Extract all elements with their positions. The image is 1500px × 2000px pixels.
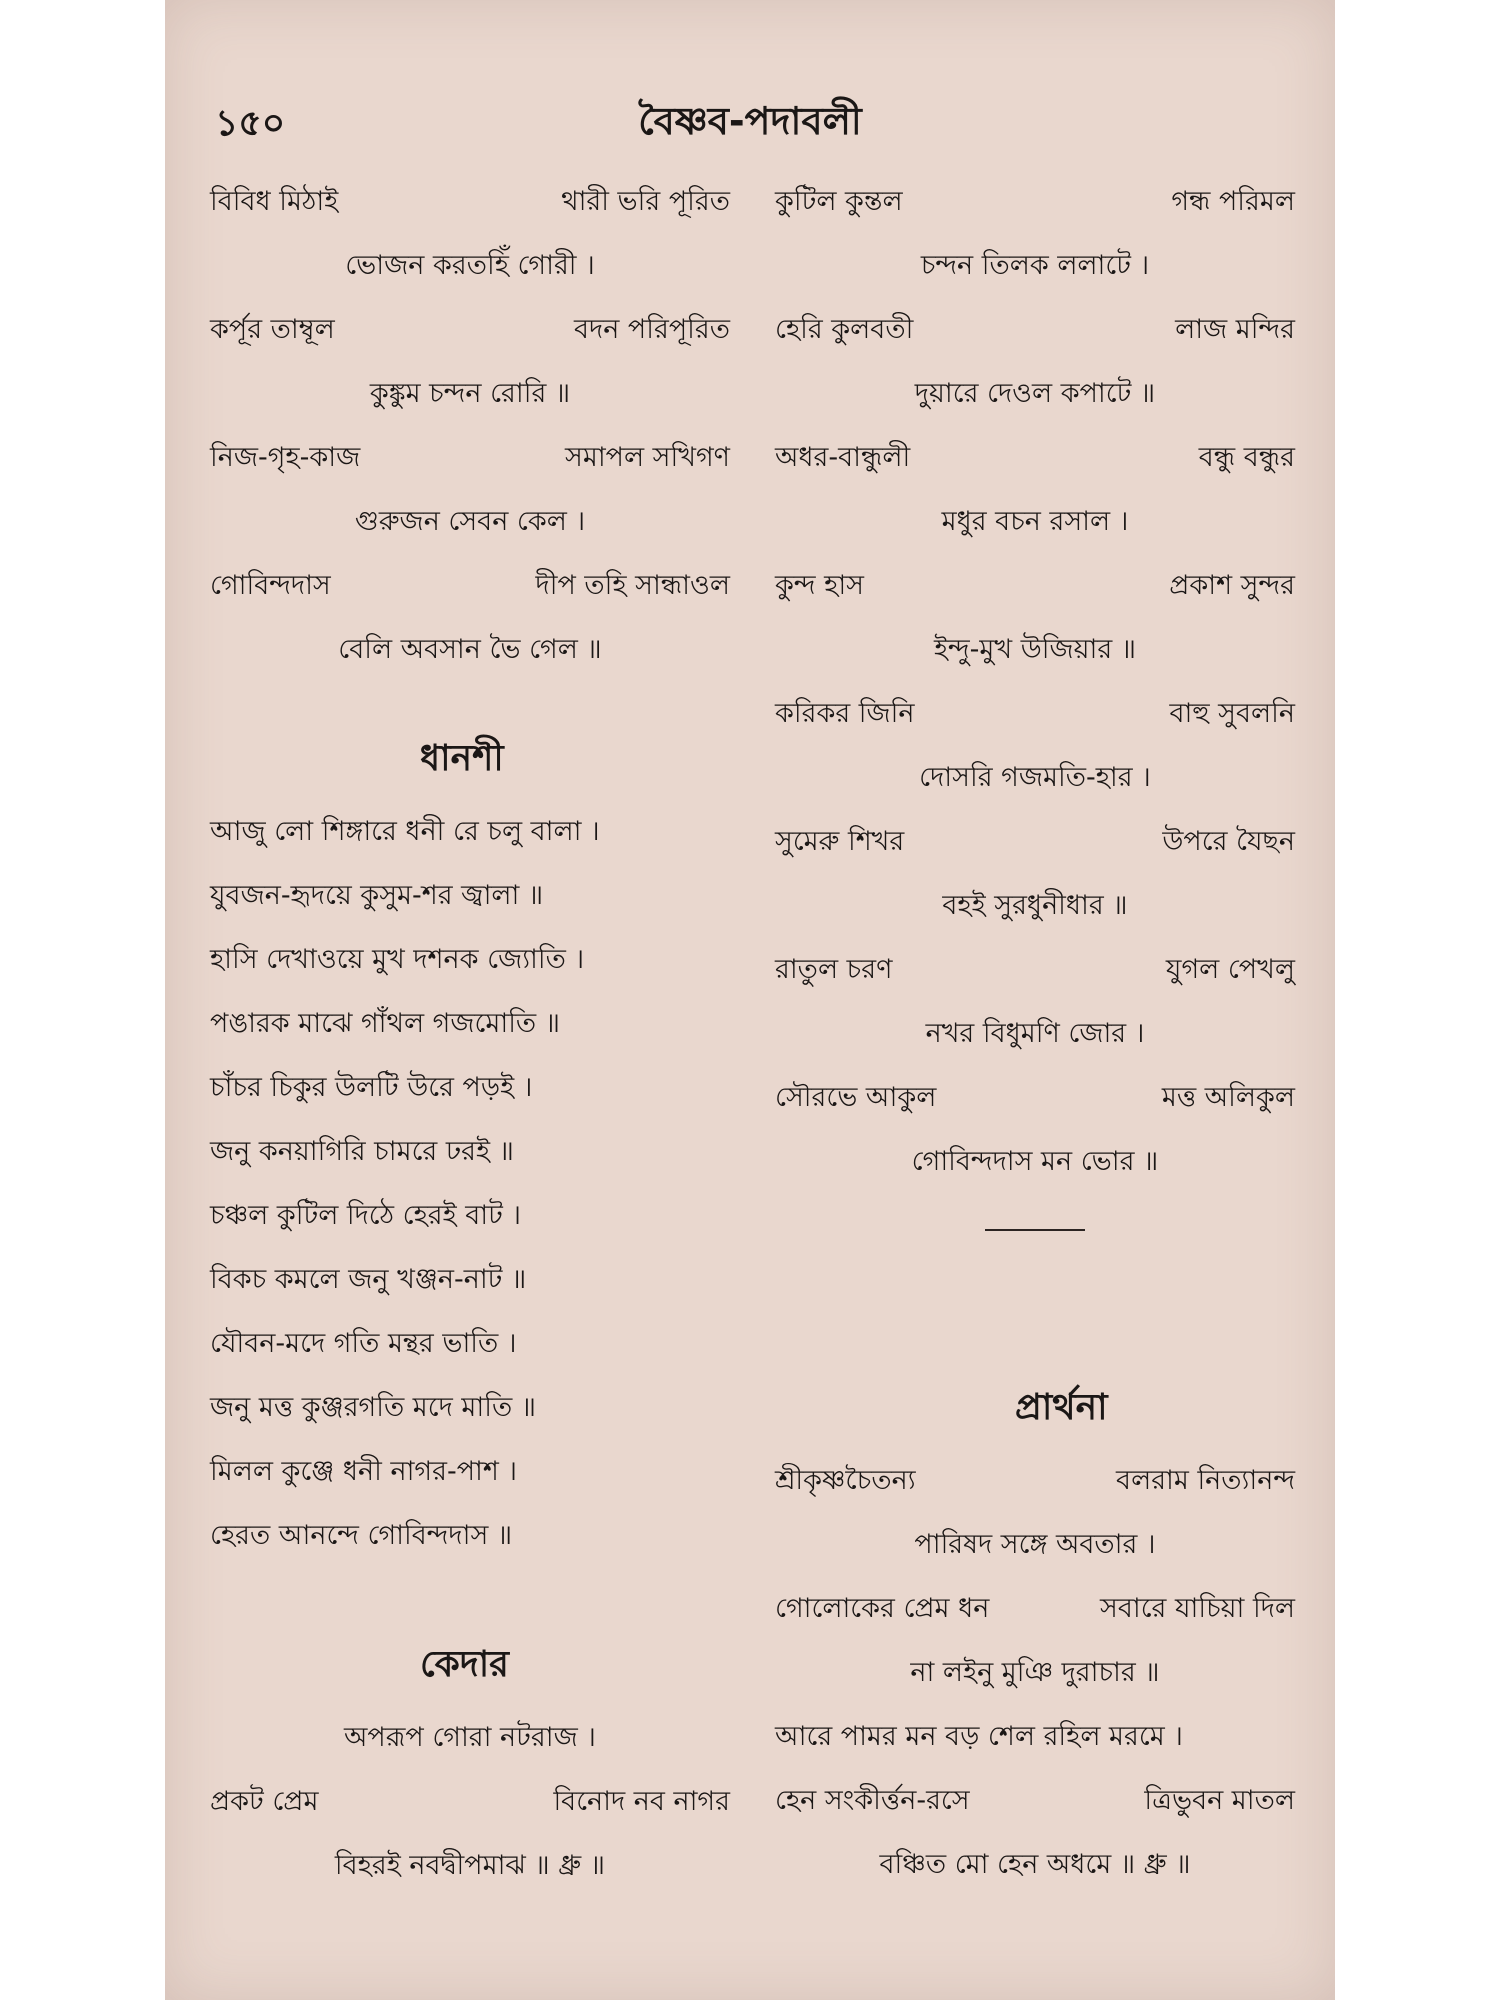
book-page [165,0,1335,2000]
verse-line: নিজ-গৃহ-কাজ সমাপল সখিগণ [210,442,730,473]
verse-line: অধর-বান্ধুলী বন্ধু বন্ধুর [775,442,1295,473]
verse-line: পঙারক মাঝে গাঁথল গজমোতি ॥ [210,1008,561,1039]
page-header [165,88,1335,148]
verse-line: রাতুল চরণ যুগল পেখলু [775,954,1295,985]
verse-line: হেন সংকীর্ত্তন-রসে ত্রিভুবন মাতল [775,1785,1295,1816]
verse-line: চন্দন তিলক ললাটে । [920,250,1150,281]
verse-line: অপরূপ গোরা নটরাজ । [344,1722,596,1753]
verse-line: যুবজন-হৃদয়ে কুসুম-শর জ্বালা ॥ [210,880,544,911]
verse-line: জনু মত্ত কুঞ্জরগতি মদে মাতি ॥ [210,1392,537,1423]
verse-line: হেরত আনন্দে গোবিন্দদাস ॥ [210,1520,513,1551]
verse-line: মিলল কুঞ্জে ধনী নাগর-পাশ । [210,1456,518,1487]
right-column [775,175,1295,1955]
verse-line: বিকচ কমলে জনু খঞ্জন-নাট ॥ [210,1264,527,1295]
verse-line: প্রকট প্রেম বিনোদ নব নাগর [210,1786,730,1817]
verse-line: পারিষদ সঙ্গে অবতার । [914,1529,1156,1560]
verse-line: না লইনু মুঞি দুরাচার ॥ [910,1657,1160,1688]
verse-line: গোবিন্দদাস দীপ তহি সান্ধাওল [210,570,730,601]
section-heading-prarthana: প্রার্থনা [1015,1387,1108,1428]
verse-line: চাঁচর চিকুর উলটি উরে পড়ই । [210,1072,533,1103]
verse-line: গুরুজন সেবন কেল । [354,506,586,537]
verse-line: কুন্দ হাস প্রকাশ সুন্দর [775,570,1295,601]
verse-line: শ্রীকৃষ্ণচৈতন্য বলরাম নিত্যানন্দ [775,1465,1295,1496]
verse-line: যৌবন-মদে গতি মন্থর ভাতি । [210,1328,517,1359]
verse-line: বিবিধ মিঠাই থারী ভরি পূরিত [210,186,730,217]
verse-line: দুয়ারে দেওল কপাটে ॥ [914,378,1156,409]
verse-line: সুমেরু শিখর উপরে যৈছন [775,826,1295,857]
verse-line: বহই সুরধুনীধার ॥ [942,890,1128,921]
left-column [210,175,730,1955]
verse-line: বেলি অবসান ভৈ গেল ॥ [338,634,602,665]
section-heading-dhanashri: ধানশী [420,738,504,779]
verse-line: জনু কনয়াগিরি চামরে ঢরই ॥ [210,1136,514,1167]
section-heading-kedar: কেদার [420,1644,509,1685]
verse-line: কুটিল কুন্তল গন্ধ পরিমল [775,186,1295,217]
verse-line: আজু লো শিঙ্গারে ধনী রে চলু বালা । [210,816,600,847]
verse-line: হাসি দেখাওয়ে মুখ দশনক জ্যোতি । [210,944,585,975]
verse-line: চঞ্চল কুটিল দিঠে হেরই বাট । [210,1200,522,1231]
page-number: ১৫০ [215,103,286,144]
verse-line: ভোজন করতহিঁ গোরী । [345,250,595,281]
running-title: বৈষ্ণব-পদাবলী [638,99,862,143]
verse-line: নখর বিধুমণি জোর । [925,1018,1145,1049]
verse-line: ইন্দু-মুখ উজিয়ার ॥ [933,634,1137,665]
verse-line: আরে পামর মন বড় শেল রহিল মরমে । [775,1721,1183,1752]
verse-line: বিহরই নবদ্বীপমাঝ ॥ ধ্রু ॥ [334,1850,606,1881]
verse-line: সৌরভে আকুল মত্ত অলিকুল [775,1082,1295,1113]
verse-line: কর্পূর তাম্বূল বদন পরিপূরিত [210,314,730,345]
verse-line: বঞ্চিত মো হেন অধমে ॥ ধ্রু ॥ [879,1849,1191,1880]
verse-line: কুঙ্কুম চন্দন রোরি ॥ [369,378,571,409]
verse-line: হেরি কুলবতী লাজ মন্দির [775,314,1295,345]
verse-line: গোবিন্দদাস মন ভোর ॥ [911,1146,1159,1177]
verse-line: গোলোকের প্রেম ধন সবারে যাচিয়া দিল [775,1593,1295,1624]
verse-line: করিকর জিনি বাহু সুবলনি [775,698,1295,729]
verse-line: মধুর বচন রসাল । [941,506,1129,537]
verse-line: দোসরি গজমতি-হার । [919,762,1151,793]
